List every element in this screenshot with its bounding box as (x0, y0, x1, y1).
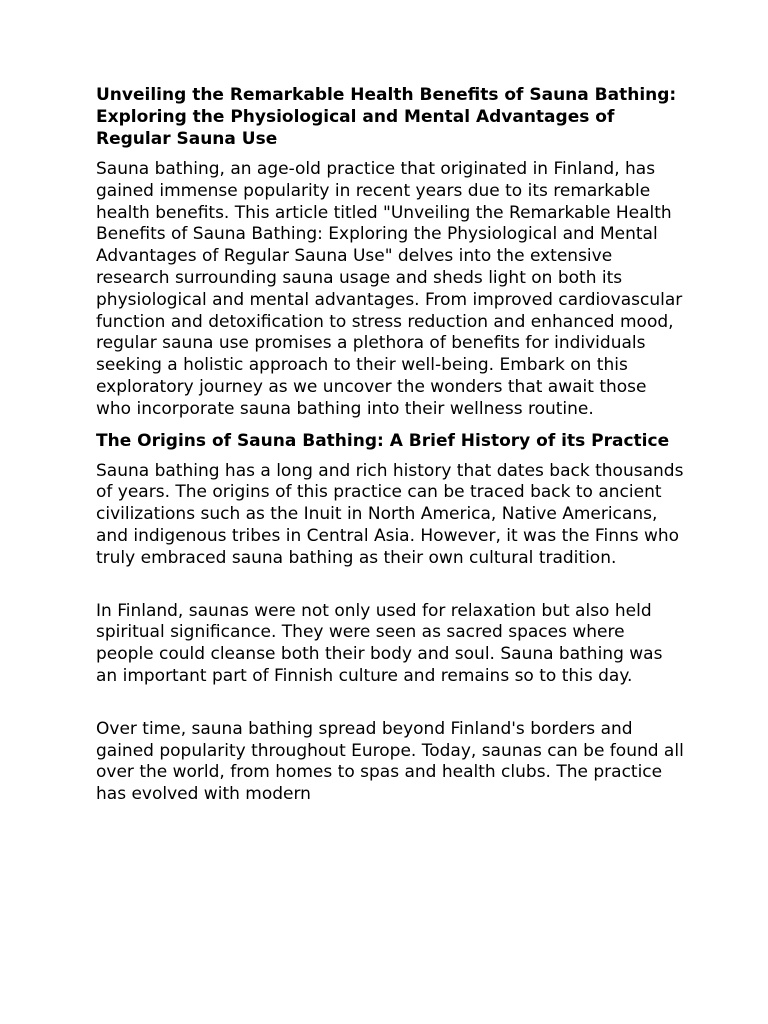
paragraph-spacer (96, 579, 686, 601)
section-paragraph-2: In Finland, saunas were not only used for relaxation but also held spiritual significance. They were seen as sacred spaces where people could cleanse both their body and soul. Sauna bathing was an important part of Finnish culture and remains so to this day. (96, 600, 663, 686)
section-paragraph-1: Sauna bathing has a long and rich history that dates back thousands of years. The origins of this practice can be traced back to ancient civilizations such as the Inuit in North America, Native Americans, and indigenous tribes in Central Asia. However, it was the Finns who truly embraced sauna bathing as their own cultural tradition. (96, 460, 684, 568)
document-title: Unveiling the Remarkable Health Benefits of Sauna Bathing: Exploring the Physiological and Mental Advantages of Regular Sauna Use (96, 85, 677, 149)
paragraph-spacer (96, 697, 686, 719)
intro-paragraph: Sauna bathing, an age-old practice that originated in Finland, has gained immense popularity in recent years due to its remarkable health benefits. This article titled "Unveiling the Remarkable Health Benefits of Sauna Bathing: Exploring the Physiological and Mental Advantages of Regular Sauna Use" delves into the extensive research surrounding sauna usage and sheds light on both its physiological and mental advantages. From improved cardiovascular function and detoxification to stress reduction and enhanced mood, regular sauna use promises a plethora of benefits for individuals seeking a holistic approach to their well-being. Embark on this exploratory journey as we uncover the wonders that await those who incorporate sauna bathing into their wellness routine. (96, 159, 683, 419)
document-page (96, 84, 686, 815)
section-heading: The Origins of Sauna Bathing: A Brief History of its Practice (96, 430, 670, 451)
section-paragraph-3: Over time, sauna bathing spread beyond Finland's borders and gained popularity throughout Europe. Today, saunas can be found all over the world, from homes to spas and health clubs. The practice has evolved with modern (96, 718, 684, 805)
